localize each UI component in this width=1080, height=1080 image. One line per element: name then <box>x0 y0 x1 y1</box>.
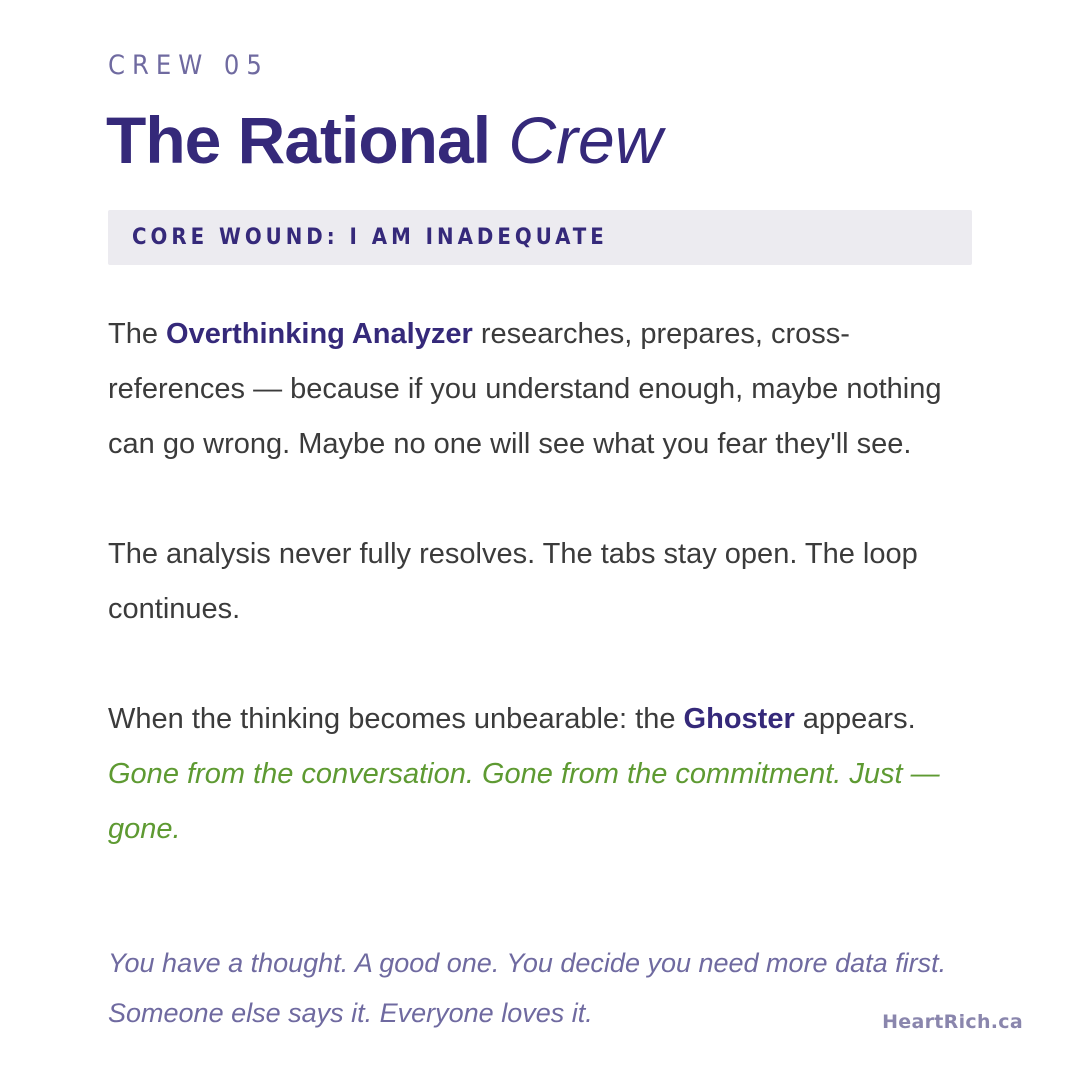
paragraph-loop: The analysis never fully resolves. The tabs stay open. The loop continues. <box>108 538 918 625</box>
analyzer-name: Overthinking Analyzer <box>166 318 473 350</box>
ghoster-name: Ghoster <box>683 703 795 735</box>
closing-quote <box>108 938 968 1038</box>
quote-line-1: You have a thought. A good one. You decide you need more data first. <box>108 948 947 978</box>
title-accent: Crew <box>508 103 663 177</box>
p1-text: researches, prepares, cross-references — because if you understand enough, maybe nothing can go wrong. Maybe no one will see what you fear they'll see. <box>108 318 942 460</box>
core-wound-label: CORE WOUND: I AM INADEQUATE <box>132 225 608 250</box>
ghoster-description: Gone from the conversation. Gone from the commitment. Just — gone. <box>108 758 940 845</box>
title-main: The Rational <box>106 103 491 177</box>
paragraph-analyzer <box>108 307 978 472</box>
core-wound-banner <box>108 210 972 265</box>
p1-lead: The <box>108 318 167 350</box>
crew-number: CREW 05 <box>108 50 269 81</box>
quote-line-2: Someone else says it. Everyone loves it. <box>108 998 593 1028</box>
brand-logo: HeartRich.ca <box>882 1011 1023 1033</box>
paragraph-ghoster <box>108 692 978 857</box>
page-title <box>106 98 662 182</box>
p3-lead: When the thinking becomes unbearable: the <box>108 703 684 735</box>
p3-text: appears. <box>794 703 916 735</box>
